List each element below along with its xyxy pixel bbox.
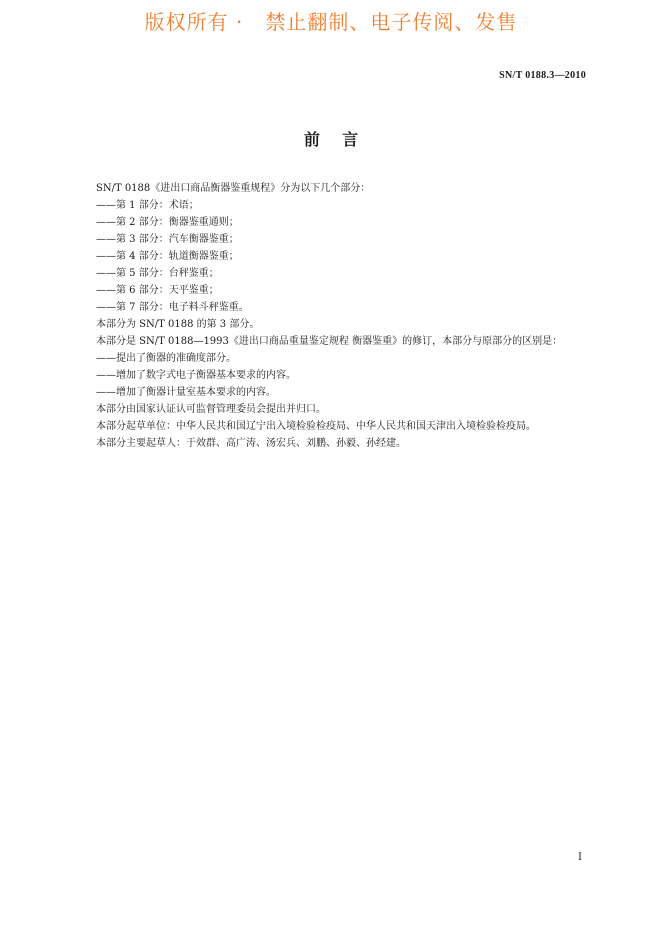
list-item: ——第 3 部分：汽车衡器鉴重； <box>96 234 239 245</box>
list-item: ——第 4 部分：轨道衡器鉴重； <box>96 251 239 262</box>
paragraph: 本部分由国家认证认可监督管理委员会提出并归口。 <box>96 404 326 415</box>
paragraph: 本部分主要起草人：于效群、高广涛、汤宏兵、刘鹏、孙毅、孙经建。 <box>96 438 406 449</box>
list-item: ——第 7 部分：电子料斗秤鉴重。 <box>96 302 249 313</box>
paragraph: 本部分为 SN/T 0188 的第 3 部分。 <box>96 319 260 330</box>
list-item: ——第 5 部分：台秤鉴重； <box>96 268 219 279</box>
copyright-watermark: 版权所有 · 禁止翻制、电子传阅、发售 <box>144 10 518 34</box>
paragraph: 本部分是 SN/T 0188—1993《进出口商品重量鉴定规程 衡器鉴重》的修订，本部分与原部分的区别是： <box>96 336 563 347</box>
page-number: I <box>578 852 582 863</box>
foreword-body <box>76 180 588 452</box>
list-item: ——第 2 部分：衡器鉴重通则； <box>96 217 239 228</box>
list-item: ——第 6 部分：天平鉴重； <box>96 285 219 296</box>
list-item: ——第 1 部分：术语； <box>96 200 199 211</box>
list-item: ——提出了衡器的准确度部分。 <box>96 353 236 364</box>
list-item: ——增加了衡器计量室基本要求的内容。 <box>96 387 276 398</box>
paragraph: 本部分起草单位：中华人民共和国辽宁出入境检验检疫局、中华人民共和国天津出入境检验检疫局。 <box>96 421 536 432</box>
section-title: 前 言 <box>303 130 359 149</box>
standard-code: SN/T 0188.3—2010 <box>499 70 586 81</box>
list-item: ——增加了数字式电子衡器基本要求的内容。 <box>96 370 296 381</box>
intro-paragraph: SN/T 0188《进出口商品衡器鉴重规程》分为以下几个部分： <box>96 183 371 194</box>
